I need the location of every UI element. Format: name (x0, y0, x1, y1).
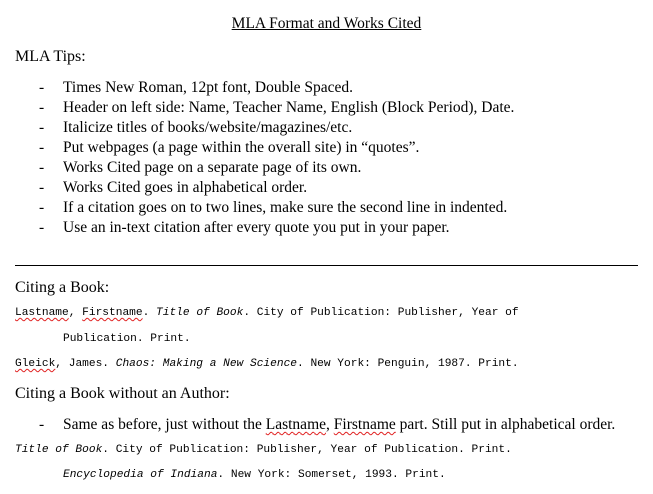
author-rest: , James. (55, 358, 116, 370)
separator: , (326, 416, 334, 433)
list-item-text: Use an in-text citation after every quote you put in your paper. (63, 219, 450, 236)
citing-book-heading: Citing a Book: (15, 279, 110, 296)
list-item-text: If a citation goes on to two lines, make sure the second line in indented. (63, 199, 508, 216)
bullet-dash: - (39, 159, 45, 176)
list-item-text: Works Cited page on a separate page of its own. (63, 159, 362, 176)
bullet-dash: - (39, 179, 45, 196)
citation-rest: . New York: Penguin, 1987. Print. (297, 358, 519, 370)
list-item (0, 219, 653, 237)
firstname-text: Firstname (82, 307, 143, 319)
bullet-dash: - (39, 99, 45, 116)
citation-rest: . New York: Somerset, 1993. Print. (217, 469, 446, 481)
list-item-text: Works Cited goes in alphabetical order. (63, 179, 308, 196)
book-example-citation (15, 359, 519, 370)
list-item-text: Times New Roman, 12pt font, Double Spaced. (63, 79, 354, 96)
no-author-heading: Citing a Book without an Author: (15, 385, 230, 402)
list-item (0, 416, 653, 434)
document-title: MLA Format and Works Cited (231, 15, 422, 32)
book-title-text: Encyclopedia of Indiana (63, 469, 218, 481)
list-item (0, 119, 653, 137)
list-item-text: Header on left side: Name, Teacher Name, English (Block Period), Date. (63, 99, 515, 116)
book-title-text: Title of Book (156, 307, 244, 319)
book-title-text: Chaos: Making a New Science (115, 358, 298, 370)
book-title-text: Title of Book (15, 444, 103, 456)
list-item (0, 199, 653, 217)
list-item-text (63, 416, 615, 434)
firstname-text: Firstname (333, 416, 396, 433)
bullet-dash: - (39, 119, 45, 136)
bullet-dash: - (39, 139, 45, 156)
note-text: part. Still put in alphabetical order. (395, 416, 616, 433)
no-author-format-citation (15, 445, 512, 456)
list-item (0, 179, 653, 197)
bullet-dash: - (39, 219, 45, 236)
no-author-example-citation (63, 470, 446, 481)
list-item-text: Put webpages (a page within the overall site) in “quotes”. (63, 139, 420, 156)
list-item-text: Italicize titles of books/website/magazines/etc. (63, 119, 353, 136)
separator: . (142, 307, 157, 319)
citation-rest: . City of Publication: Publisher, Year of Publication. Print. (102, 444, 512, 456)
bullet-dash: - (39, 79, 45, 96)
book-format-continuation: Publication. Print. (63, 333, 191, 345)
citation-rest: . City of Publication: Publisher, Year of (243, 307, 519, 319)
bullet-dash: - (39, 199, 45, 216)
horizontal-divider (15, 265, 638, 266)
list-item (0, 99, 653, 117)
list-item (0, 79, 653, 97)
lastname-text: Lastname (15, 307, 69, 319)
note-text: Same as before, just without the (63, 416, 266, 433)
separator: , (68, 307, 83, 319)
book-format-citation (15, 308, 519, 319)
list-item (0, 159, 653, 177)
list-item (0, 139, 653, 157)
lastname-text: Lastname (265, 416, 327, 433)
tips-heading: MLA Tips: (15, 48, 86, 65)
bullet-dash: - (39, 416, 45, 433)
author-lastname: Gleick (15, 358, 56, 370)
